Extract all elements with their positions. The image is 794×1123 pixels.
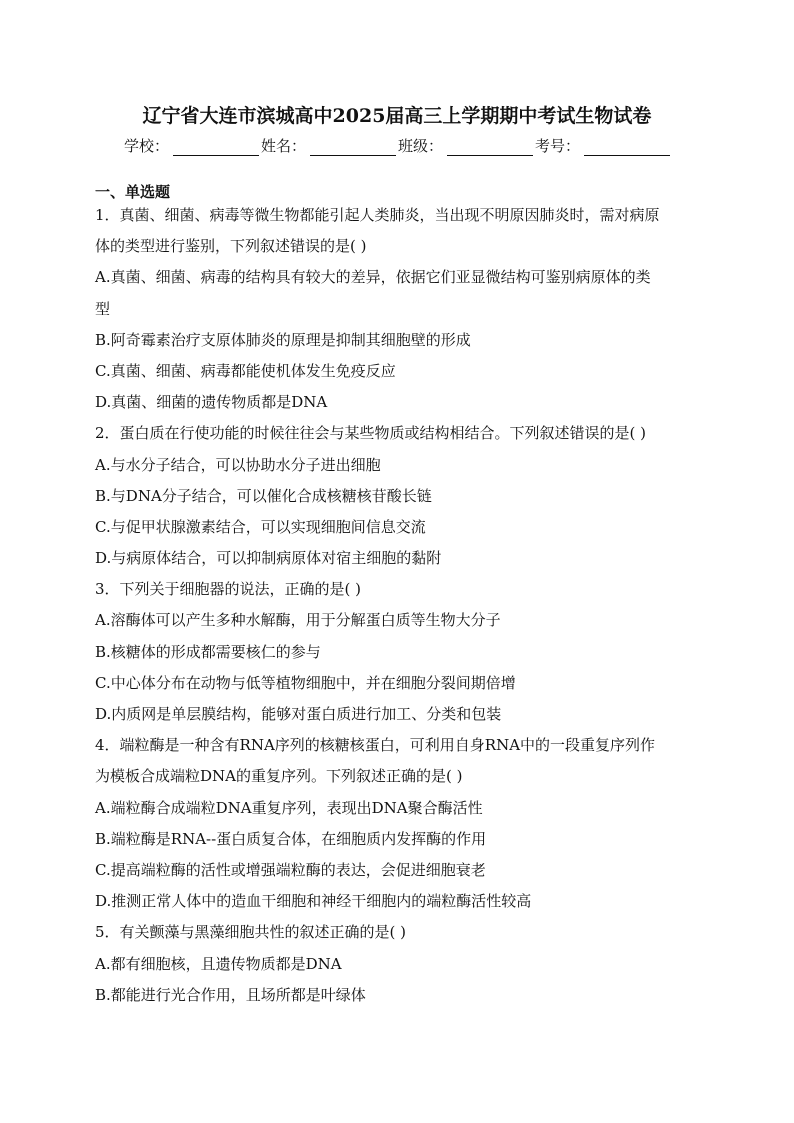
- exam-title: 辽宁省大连市滨城高中2025届高三上学期期中考试生物试卷: [142, 105, 652, 127]
- school-blank[interactable]: [173, 139, 259, 156]
- question-3-stem: 3．下列关于细胞器的说法，正确的是( ): [95, 580, 362, 599]
- question-4-option-d: D.推测正常人体中的造血干细胞和神经干细胞内的端粒酶活性较高: [95, 892, 532, 911]
- name-blank[interactable]: [310, 139, 396, 156]
- question-3-option-a: A.溶酶体可以产生多种水解酶，用于分解蛋白质等生物大分子: [95, 611, 501, 630]
- question-2-stem: 2．蛋白质在行使功能的时候往往会与某些物质或结构相结合。下列叙述错误的是( ): [95, 424, 647, 443]
- class-blank[interactable]: [447, 139, 533, 156]
- school-label: 学校：: [124, 137, 170, 155]
- question-2-option-b: B.与DNA分子结合，可以催化合成核糖核苷酸长链: [95, 486, 432, 505]
- question-1-option-d: D.真菌、细菌的遗传物质都是DNA: [95, 393, 328, 412]
- question-3-option-d: D.内质网是单层膜结构，能够对蛋白质进行加工、分类和包装: [95, 705, 502, 723]
- question-2-option-d: D.与病原体结合，可以抑制病原体对宿主细胞的黏附: [95, 549, 442, 568]
- question-content: [95, 200, 705, 1011]
- question-1-stem-line-1: 1．真菌、细菌、病毒等微生物都能引起人类肺炎，当出现不明原因肺炎时，需对病原: [95, 206, 660, 224]
- question-5-option-b: B.都能进行光合作用，且场所都是叶绿体: [95, 985, 366, 1004]
- number-label: 考号：: [535, 137, 581, 155]
- question-1-option-a-cont: 型: [95, 299, 111, 318]
- question-4-stem-line-2: 为模板合成端粒DNA的重复序列。下列叙述正确的是( ): [95, 767, 463, 786]
- question-3-option-c: C.中心体分布在动物与低等植物细胞中，并在细胞分裂间期倍增: [95, 673, 516, 692]
- question-1-option-a: A.真菌、细菌、病毒的结构具有较大的差异，依据它们亚显微结构可鉴别病原体的类: [95, 268, 651, 287]
- question-3-option-b: B.核糖体的形成都需要核仁的参与: [95, 642, 321, 661]
- question-5-stem: 5．有关颤藻与黑藻细胞共性的叙述正确的是( ): [95, 923, 407, 942]
- question-5-option-a: A.都有细胞核，且遗传物质都是DNA: [95, 954, 342, 973]
- question-4-option-b: B.端粒酶是RNA--蛋白质复合体，在细胞质内发挥酶的作用: [95, 829, 487, 848]
- question-1-option-c: C.真菌、细菌、病毒都能使机体发生免疫反应: [95, 361, 396, 380]
- section-heading: 一、单选题: [95, 183, 171, 201]
- question-4-option-a: A.端粒酶合成端粒DNA重复序列，表现出DNA聚合酶活性: [95, 798, 483, 817]
- question-4-stem-line-1: 4．端粒酶是一种含有RNA序列的核糖核蛋白，可利用自身RNA中的一段重复序列作: [95, 736, 656, 755]
- question-2-option-c: C.与促甲状腺激素结合，可以实现细胞间信息交流: [95, 517, 426, 536]
- student-info-line: [124, 135, 672, 156]
- question-4-option-c: C.提高端粒酶的活性或增强端粒酶的表达，会促进细胞衰老: [95, 860, 486, 879]
- question-1-option-b: B.阿奇霉素治疗支原体肺炎的原理是抑制其细胞壁的形成: [95, 330, 471, 349]
- question-1-stem-line-2: 体的类型进行鉴别，下列叙述错误的是( ): [95, 237, 367, 256]
- question-2-option-a: A.与水分子结合，可以协助水分子进出细胞: [95, 455, 381, 474]
- name-label: 姓名：: [261, 137, 307, 155]
- number-blank[interactable]: [584, 139, 670, 156]
- class-label: 班级：: [398, 137, 444, 155]
